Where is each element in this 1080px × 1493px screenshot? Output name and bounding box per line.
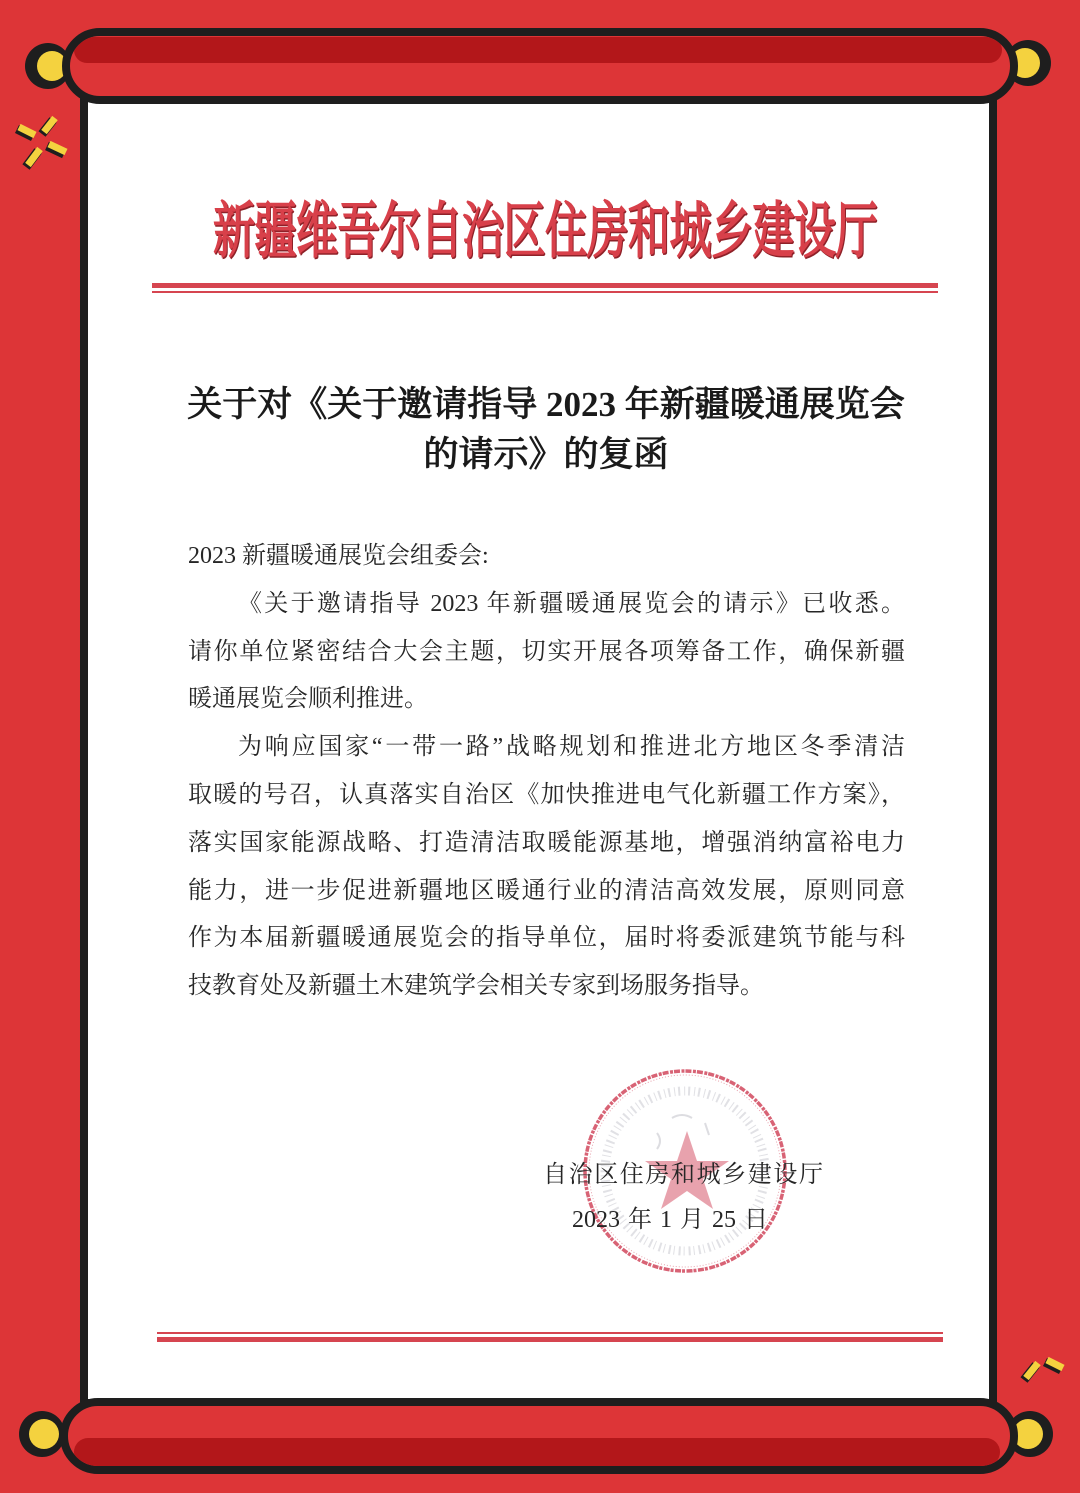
- knob-cap: [29, 1419, 59, 1449]
- signature-date: 2023 年 1 月 25 日: [572, 1207, 768, 1233]
- document-title: [150, 380, 942, 480]
- letter-body: [188, 533, 905, 1011]
- letterhead-red-rule: [152, 283, 938, 293]
- bottom-left-roller-knob-icon: [19, 1411, 65, 1457]
- sparkle-icon: [1010, 1345, 1080, 1395]
- footer-red-rule: [157, 1332, 943, 1342]
- title-line: 关于对《关于邀请指导 2023 年新疆暖通展览会: [187, 385, 905, 424]
- top-scroll-roller: [62, 28, 1018, 104]
- letterhead-title: 新疆维吾尔自治区住房和城乡建设厅: [212, 199, 877, 266]
- roller-shadow-stripe: [74, 37, 1002, 63]
- sparkle-icon: [0, 100, 90, 180]
- paragraph: [188, 724, 905, 1011]
- body-line: 请你单位紧密结合大会主题，切实开展各项筹备工作，确保新疆: [188, 638, 905, 665]
- roller-shadow-stripe: [74, 1438, 1000, 1466]
- bottom-scroll-roller: [60, 1398, 1018, 1474]
- body-line: 落实国家能源战略、打造清洁取暖能源基地，增强消纳富裕电力: [188, 829, 905, 856]
- body-line: 技教育处及新疆土木建筑学会相关专家到场服务指导。: [188, 973, 764, 1000]
- body-line: 取暖的号召，认真落实自治区《加快推进电气化新疆工作方案》，: [188, 781, 905, 808]
- body-line: 《关于邀请指导 2023 年新疆暖通展览会的请示》已收悉。: [238, 590, 905, 617]
- salutation: 2023 新疆暖通展览会组委会:: [188, 543, 489, 569]
- body-line: 为响应国家“一带一路”战略规划和推进北方地区冬季清洁: [238, 734, 905, 761]
- signature-organization: 自治区住房和城乡建设厅: [543, 1162, 825, 1188]
- title-line: 的请示》的复函: [423, 435, 669, 474]
- paragraph: [188, 581, 905, 724]
- body-line: 作为本届新疆暖通展览会的指导单位，届时将委派建筑节能与科: [188, 925, 905, 952]
- body-line: 能力，进一步促进新疆地区暖通行业的清洁高效发展，原则同意: [188, 877, 905, 904]
- body-line: 暖通展览会顺利推进。: [188, 686, 428, 713]
